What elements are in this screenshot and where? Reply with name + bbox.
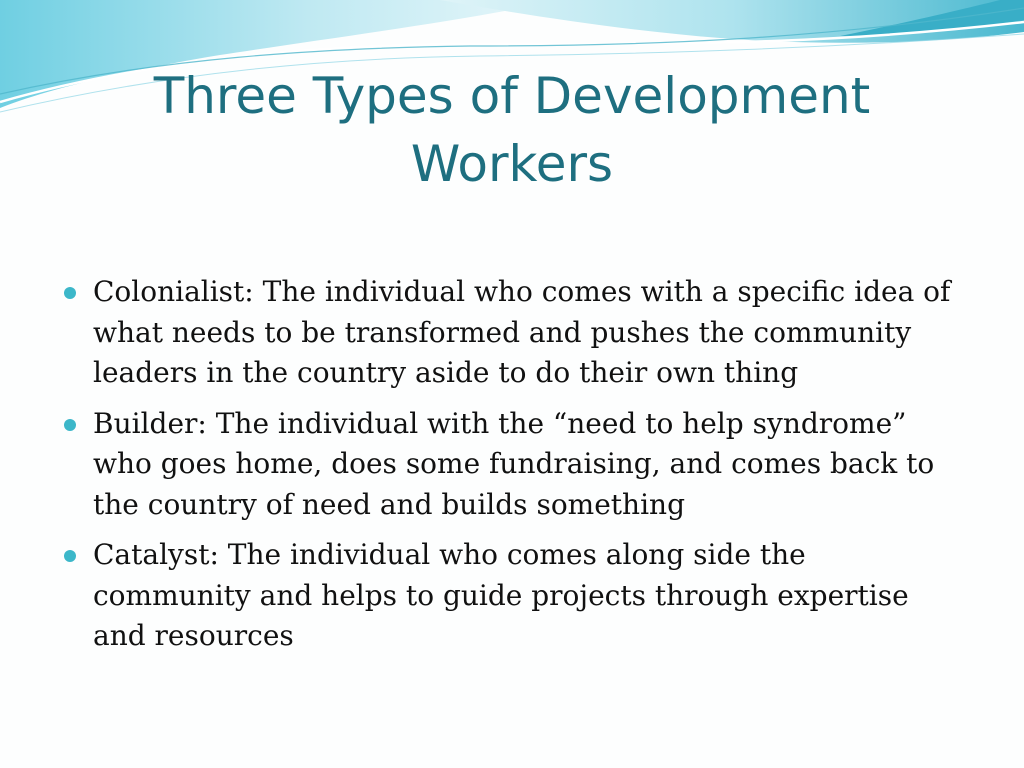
bullet-item-catalyst [60,535,965,657]
bullet-text: Catalyst: The individual who comes along side the community and helps to guide projects through expertise and resources [93,538,909,652]
slide-title: Three Types of Development Workers [153,67,871,193]
bullet-icon [64,419,76,431]
bullet-text: Colonialist: The individual who comes with a specific idea of what needs to be transformed and pushes the community leaders in the country aside to do their own thing [93,275,951,389]
bullet-text: Builder: The individual with the “need to help syndrome” who goes home, does some fundraising, and comes back to the country of need and builds something [93,406,935,521]
bullet-item-colonialist [60,272,965,394]
bullet-item-builder [60,404,965,526]
bullet-list [60,272,965,667]
bullet-icon [64,287,76,299]
bullet-icon [64,550,76,562]
